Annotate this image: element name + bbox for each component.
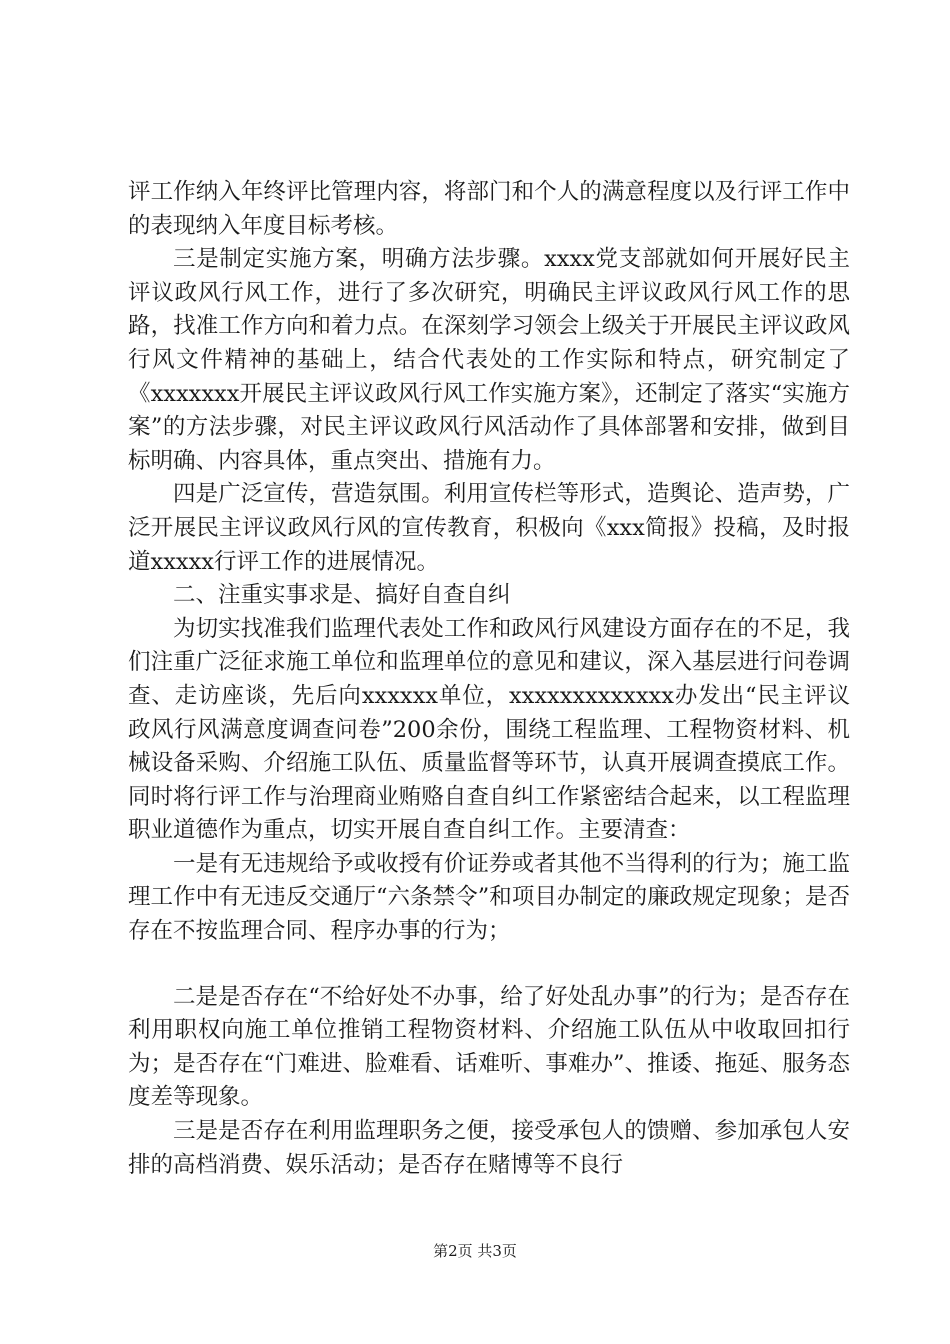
paragraph-7: 三是是否存在利用监理职务之便，接受承包人的馈赠、参加承包人安排的高档消费、娱乐活动；是否存在赌博等不良行 (128, 1118, 850, 1178)
paragraph-5: 一是有无违规给予或收授有价证券或者其他不当得利的行为；施工监理工作中有无违反交通厅“六条禁令”和项目办制定的廉政规定现象；是否存在不按监理合同、程序办事的行为； (128, 850, 850, 945)
paragraph-2: 三是制定实施方案，明确方法步骤。xxxx党支部就如何开展好民主评议政风行风工作，进行了多次研究，明确民主评议政风行风工作的思路，找准工作方向和着力点。在深刻学习领会上级关于开展民主评议政风行风文件精神的基础上，结合代表处的工作实际和特点，研究制定了《xxxxxxx开展民主评议政风行风工作实施方案》，还制定了落实“实施方案”的方法步骤，对民主评议政风行风活动作了具体部署和安排，做到目标明确、内容具体，重点突出、措施有力。 (128, 246, 850, 474)
paragraph-spacer (128, 949, 850, 981)
paragraph-1: 评工作纳入年终评比管理内容，将部门和个人的满意程度以及行评工作中的表现纳入年度目标考核。 (128, 179, 850, 239)
paragraph-3: 四是广泛宣传，营造氛围。利用宣传栏等形式，造舆论、造声势，广泛开展民主评议政风行风的宣传教育，积极向《xxx简报》投稿，及时报道xxxxx行评工作的进展情况。 (128, 481, 850, 575)
page-footer: 第2页 共3页 (433, 1242, 517, 1260)
paragraph-6: 二是是否存在“不给好处不办事，给了好处乱办事”的行为；是否存在利用职权向施工单位推销工程物资材料、介绍施工队伍从中收取回扣行为；是否存在“门难进、脸难看、话难听、事难办”、推诿、拖延、服务态度差等现象。 (128, 983, 850, 1111)
paragraph-4: 为切实找准我们监理代表处工作和政风行风建设方面存在的不足，我们注重广泛征求施工单位和监理单位的意见和建议，深入基层进行问卷调查、走访座谈，先后向xxxxxx单位，xxxxxxxxxxxxx办发出“民主评议政风行风满意度调查问卷”200余份，围绕工程监理、工程物资材料、机械设备采购、介绍施工队伍、质量监督等环节，认真开展调查摸底工作。同时将行评工作与治理商业贿赂自查自纠工作紧密结合起来，以工程监理职业道德作为重点，切实开展自查自纠工作。主要清查： (128, 615, 850, 844)
section-heading: 二、注重实事求是、搞好自查自纠 (173, 582, 511, 609)
document-body (128, 176, 850, 1182)
